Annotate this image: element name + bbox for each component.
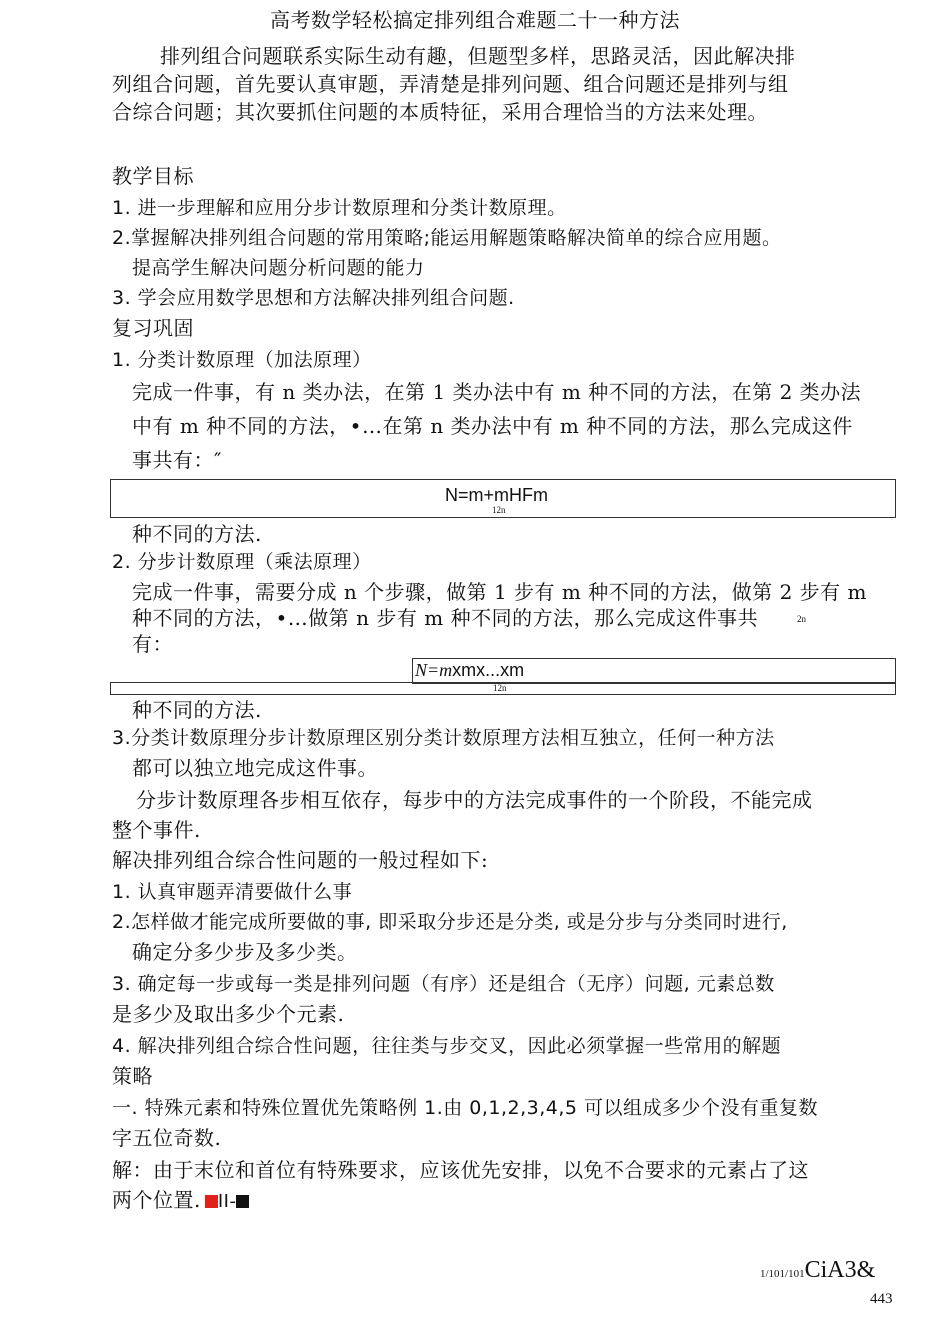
process-step-3: 3. 确定每一步或每一类是排列问题（有序）还是组合（无序）问题, 元素总数 xyxy=(112,973,775,995)
strategy-1-line-2: 字五位奇数. xyxy=(112,1126,222,1150)
process-step-3-cont: 是多少及取出多少个元素. xyxy=(112,1002,345,1026)
principle-3-line-3: 分步计数原理各步相互依存，每步中的方法完成事件的一个阶段，不能完成 xyxy=(136,788,813,812)
process-step-1: 1. 认真审题弄清要做什么事 xyxy=(112,881,353,903)
goal-item-2: 2.掌握解决排列组合问题的常用策略;能运用解题策略解决简单的综合应用题。 xyxy=(112,227,782,249)
goal-item-1: 1. 进一步理解和应用分步计数原理和分类计数原理。 xyxy=(112,197,567,219)
goal-item-2-cont: 提高学生解决问题分析问题的能力 xyxy=(132,257,425,279)
solution-line-2 xyxy=(112,1188,249,1214)
goals-heading: 教学目标 xyxy=(112,164,194,188)
solution-line-1: 解：由于末位和首位有特殊要求，应该优先安排，以免不合要求的元素占了这 xyxy=(112,1158,809,1182)
principle-1-line-2: 中有 m 种不同的方法，•…在第 n 类办法中有 m 种不同的方法，那么完成这件 xyxy=(132,414,853,438)
principle-2-after: 种不同的方法. xyxy=(132,698,262,722)
red-square-icon xyxy=(205,1195,218,1208)
strategy-1-line-1: 一. 特殊元素和特殊位置优先策略例 1.由 0,1,2,3,4,5 可以组成多少个没有重复数 xyxy=(112,1097,819,1119)
goal-item-3: 3. 学会应用数学思想和方法解决排列组合问题. xyxy=(112,287,515,309)
footer-formula xyxy=(760,1257,875,1284)
principle-3-line-2: 都可以独立地完成这件事。 xyxy=(132,756,378,780)
process-step-2: 2.怎样做才能完成所要做的事, 即采取分步还是分类, 或是分步与分类同时进行, xyxy=(112,911,788,933)
principle-2-line-1: 完成一件事，需要分成 n 个步骤，做第 1 步有 m 种不同的方法，做第 2 步有 m xyxy=(132,580,867,604)
intro-line-3: 合综合问题；其次要抓住问题的本质特征，采用合理恰当的方法来处理。 xyxy=(112,100,768,124)
principle-2-line-2: 种不同的方法，•…做第 n 步有 m 种不同的方法，那么完成这件事共 xyxy=(132,606,759,630)
footer-formula-large: CiA3& xyxy=(804,1257,876,1283)
process-step-4-cont: 策略 xyxy=(112,1064,153,1088)
principle-2-inline-subscripts: 2n xyxy=(797,614,806,624)
solution-line-2-tail: II- xyxy=(217,1191,237,1212)
principle-1-after: 种不同的方法. xyxy=(132,522,262,546)
formula-1: N=m+mHFm xyxy=(445,485,548,505)
formula-2 xyxy=(415,660,524,680)
solution-line-2-text: 两个位置. xyxy=(112,1188,201,1212)
formula-1-subscripts: 12n xyxy=(492,505,506,515)
process-heading: 解决排列组合综合性问题的一般过程如下: xyxy=(112,848,489,872)
formula-2-subscripts: 12n xyxy=(493,683,507,693)
principle-1-line-3: 事共有：″ xyxy=(132,448,222,472)
footer-formula-small: 1/101/101 xyxy=(760,1268,805,1280)
process-step-4: 4. 解决排列组合综合性问题，往往类与步交叉，因此必须掌握一些常用的解题 xyxy=(112,1035,782,1057)
document-title: 高考数学轻松搞定排列组合难题二十一种方法 xyxy=(270,8,680,32)
review-heading: 复习巩固 xyxy=(112,316,194,340)
process-step-2-cont: 确定分多少步及多少类。 xyxy=(132,940,358,964)
formula-2-prefix: N=m xyxy=(415,660,453,680)
formula-2-rest: xmx...xm xyxy=(452,660,525,680)
principle-2-title: 2. 分步计数原理（乘法原理） xyxy=(112,551,372,573)
intro-line-1: 排列组合问题联系实际生动有趣，但题型多样，思路灵活，因此解决排 xyxy=(160,44,796,68)
black-square-icon xyxy=(236,1195,249,1208)
principle-3-line-1: 3.分类计数原理分步计数原理区别分类计数原理方法相互独立，任何一种方法 xyxy=(112,727,775,749)
principle-2-line-3: 有： xyxy=(132,632,173,656)
page-number: 443 xyxy=(870,1291,893,1307)
principle-1-line-1: 完成一件事，有 n 类办法，在第 1 类办法中有 m 种不同的方法，在第 2 类办法 xyxy=(132,380,862,404)
principle-1-title: 1. 分类计数原理（加法原理） xyxy=(112,349,372,371)
intro-line-2: 列组合问题，首先要认真审题，弄清楚是排列问题、组合问题还是排列与组 xyxy=(112,72,789,96)
principle-3-line-4: 整个事件. xyxy=(112,818,201,842)
